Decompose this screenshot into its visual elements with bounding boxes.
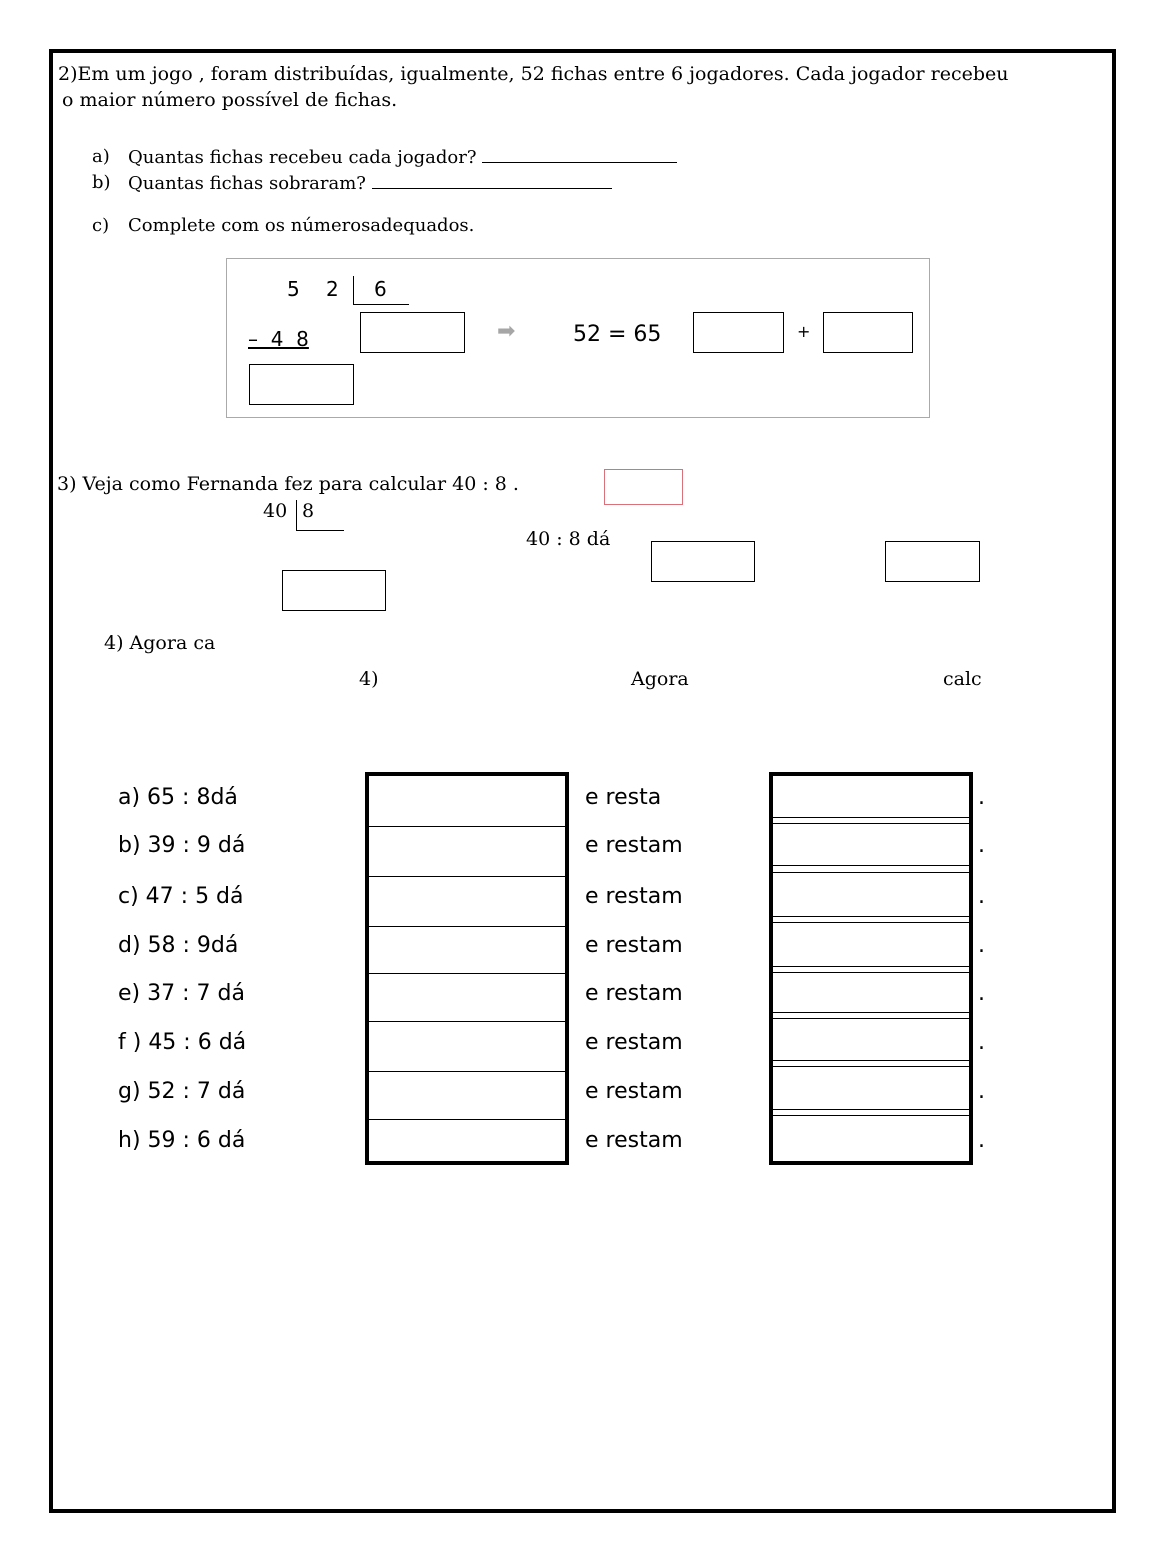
row-divider <box>773 1066 969 1067</box>
quotient-column <box>365 772 569 1165</box>
row-h-rest: e restam <box>585 1128 683 1153</box>
row-divider <box>773 865 969 866</box>
q3-divisor: 8 <box>302 500 315 522</box>
q2-a-row <box>128 146 677 168</box>
row-e-rest: e restam <box>585 981 683 1006</box>
arrow-right-icon: ➡ <box>497 319 516 344</box>
equation-box-1[interactable] <box>693 312 784 353</box>
row-divider <box>773 1012 969 1013</box>
q2-a-marker: a) <box>92 146 110 167</box>
row-divider <box>369 1071 565 1072</box>
row-a-rest: e resta <box>585 785 662 810</box>
row-h-period: . <box>978 1128 985 1153</box>
row-divider <box>773 817 969 818</box>
remainder-column <box>769 772 973 1165</box>
q2-c-text: Complete com os númerosadequados. <box>128 215 475 236</box>
row-divider <box>773 1109 969 1110</box>
q2-a-text: Quantas fichas recebeu cada jogador? <box>128 147 477 168</box>
division-bracket-vertical <box>353 276 354 304</box>
q3-dividend: 40 <box>263 500 288 522</box>
remainder-box[interactable] <box>249 364 354 405</box>
row-divider <box>773 872 969 873</box>
division-bracket-horizontal <box>353 304 409 305</box>
q3-box-quotient[interactable] <box>651 541 755 582</box>
row-f-period: . <box>978 1030 985 1055</box>
equation-box-2[interactable] <box>823 312 913 353</box>
row-f-rest: e restam <box>585 1030 683 1055</box>
row-divider <box>773 972 969 973</box>
q4-heading-fragment-3: calc <box>943 668 982 690</box>
row-d-rest: e restam <box>585 933 683 958</box>
q3-bracket-horizontal <box>296 530 344 531</box>
row-a-period: . <box>978 785 985 810</box>
row-divider <box>369 926 565 927</box>
row-a-label: a) 65 : 8dá <box>118 785 238 810</box>
divisor-digit: 6 <box>374 277 387 301</box>
q2-b-answer-line[interactable] <box>372 172 612 189</box>
q4-heading: 4) Agora ca <box>104 632 216 654</box>
q2-b-row <box>128 172 612 194</box>
row-c-rest: e restam <box>585 884 683 909</box>
row-divider <box>773 1018 969 1019</box>
subtraction-line: – 4 8 <box>248 327 309 351</box>
row-divider <box>369 1021 565 1022</box>
row-g-period: . <box>978 1079 985 1104</box>
row-divider <box>773 1115 969 1116</box>
row-divider <box>369 973 565 974</box>
row-divider <box>369 876 565 877</box>
q3-bracket-vertical <box>296 500 297 530</box>
q4-heading-fragment-2: Agora <box>631 668 689 690</box>
q4-heading-fragment-1: 4) <box>359 668 379 690</box>
plus-sign: + <box>797 322 811 341</box>
row-divider <box>773 823 969 824</box>
row-h-label: h) 59 : 6 dá <box>118 1128 246 1153</box>
row-d-period: . <box>978 933 985 958</box>
q2-a-answer-line[interactable] <box>482 146 677 163</box>
q3-text: 3) Veja como Fernanda fez para calcular 40 : 8 . <box>57 473 519 495</box>
row-d-label: d) 58 : 9dá <box>118 933 239 958</box>
q3-red-box[interactable] <box>604 469 683 505</box>
row-divider <box>773 966 969 967</box>
q2-line2: o maior número possível de fichas. <box>62 89 398 111</box>
row-g-rest: e restam <box>585 1079 683 1104</box>
equation-text: 52 = 65 <box>573 322 662 347</box>
q3-box-remainder[interactable] <box>885 541 980 582</box>
row-b-rest: e restam <box>585 833 683 858</box>
row-g-label: g) 52 : 7 dá <box>118 1079 246 1104</box>
q2-b-marker: b) <box>92 172 111 193</box>
quotient-box[interactable] <box>360 312 465 353</box>
row-divider <box>369 1119 565 1120</box>
q2-c-marker: c) <box>92 215 110 236</box>
row-b-period: . <box>978 833 985 858</box>
row-c-period: . <box>978 884 985 909</box>
row-divider <box>773 916 969 917</box>
row-b-label: b) 39 : 9 dá <box>118 833 246 858</box>
row-e-label: e) 37 : 7 dá <box>118 981 245 1006</box>
dividend-digit-2: 2 <box>326 277 339 301</box>
q3-result-text: 40 : 8 dá <box>526 528 611 550</box>
row-divider <box>773 922 969 923</box>
row-divider <box>369 826 565 827</box>
row-e-period: . <box>978 981 985 1006</box>
row-f-label: f ) 45 : 6 dá <box>118 1030 247 1055</box>
row-divider <box>773 1060 969 1061</box>
q2-b-text: Quantas fichas sobraram? <box>128 173 366 194</box>
q2-line1: 2)Em um jogo , foram distribuídas, igualmente, 52 fichas entre 6 jogadores. Cada jogador recebeu <box>58 63 1009 85</box>
dividend-digit-1: 5 <box>287 277 300 301</box>
row-c-label: c) 47 : 5 dá <box>118 884 244 909</box>
q3-box-work[interactable] <box>282 570 386 611</box>
